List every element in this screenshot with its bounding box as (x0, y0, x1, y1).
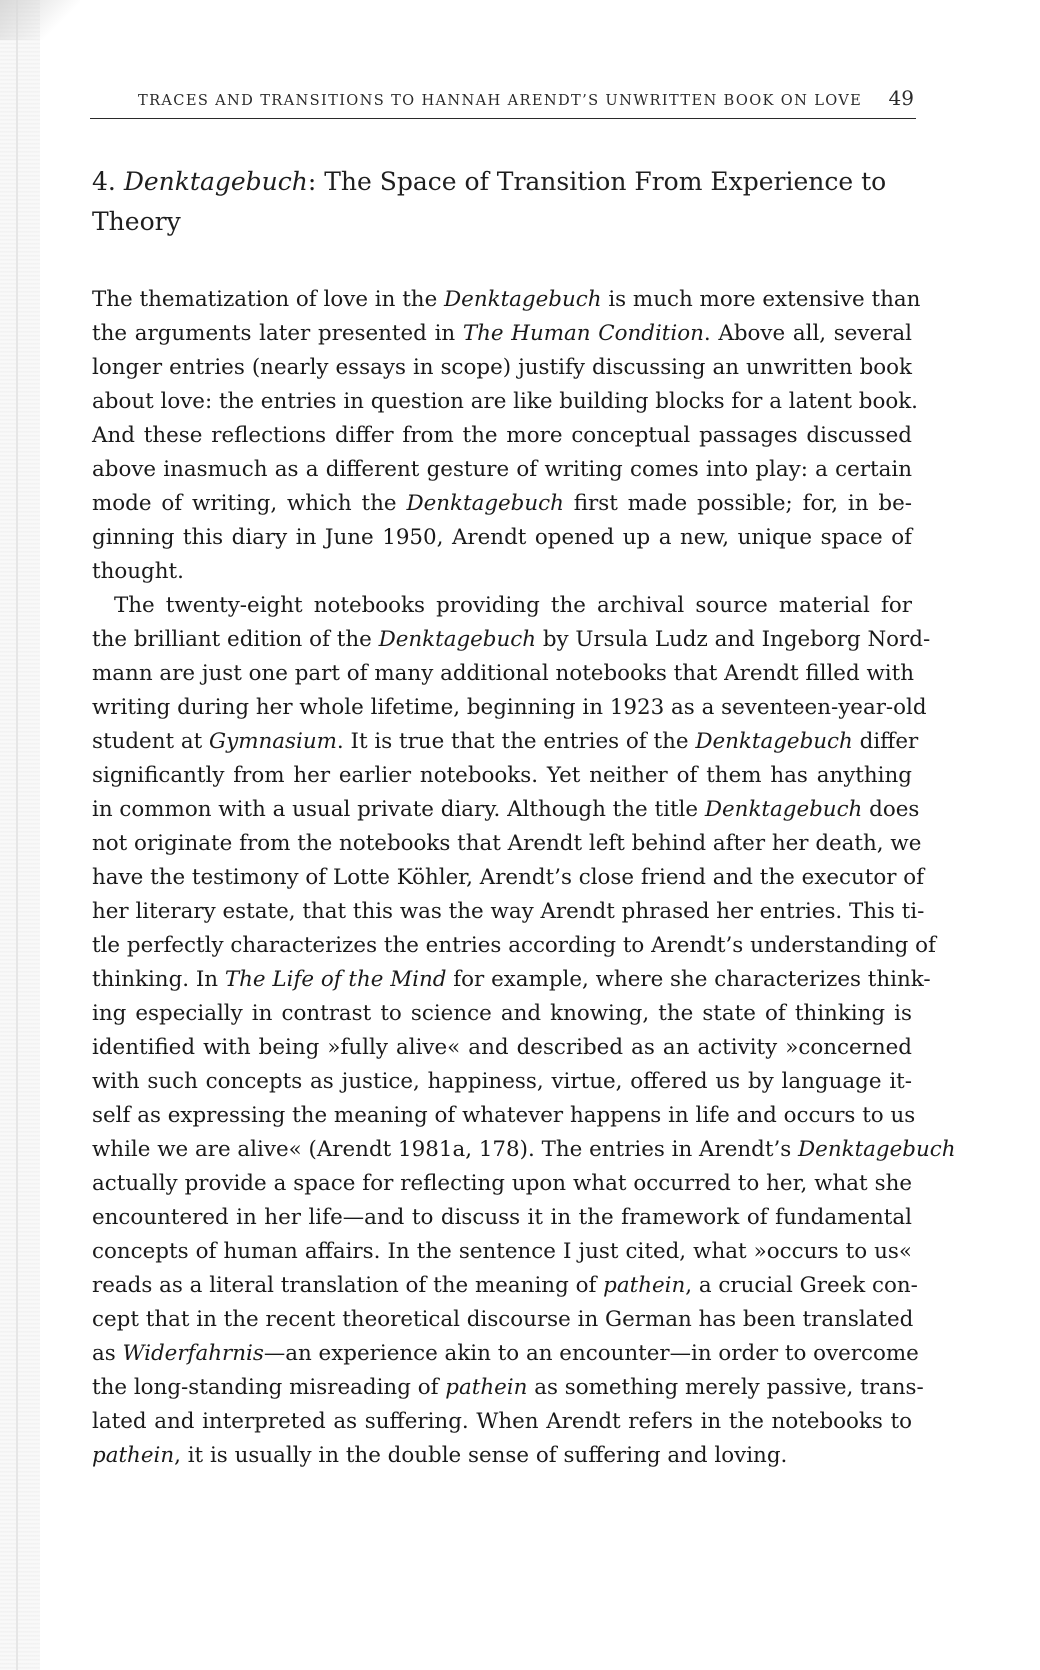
italic-text: Denktagebuch (444, 287, 602, 312)
text-line (92, 1133, 956, 1167)
text-line (92, 1235, 912, 1269)
text-line (92, 419, 912, 453)
text-segment: about love: the entries in question are like building blocks for a latent book. (92, 389, 918, 414)
page-number: 49 (888, 86, 914, 110)
text-segment: first made possible; for, in be- (563, 491, 912, 516)
italic-text: pathein (603, 1273, 686, 1298)
text-segment: mode of writing, which the (92, 491, 407, 516)
text-line (92, 997, 912, 1031)
text-segment: above inasmuch as a different gesture of writing comes into play: a certain (92, 457, 912, 482)
text-segment: does (862, 797, 920, 822)
italic-text: Denktagebuch (704, 797, 863, 822)
text-line (92, 1439, 912, 1473)
text-line (92, 453, 912, 487)
text-segment: , it is usually in the double sense of suffering and loving. (174, 1443, 788, 1468)
text-line (92, 1269, 918, 1303)
text-line (92, 657, 912, 691)
text-segment: The thematization of love in the (92, 287, 445, 312)
scan-corner-shadow (0, 0, 80, 40)
body-text (92, 283, 956, 1473)
text-segment: the long-standing misreading of (92, 1375, 446, 1400)
text-segment: in common with a usual private diary. Although the title (92, 797, 705, 822)
text-segment: longer entries (nearly essays in scope) justify discussing an unwritten book (92, 355, 912, 380)
text-line (92, 317, 912, 351)
text-segment: not originate from the notebooks that Arendt left behind after her death, we (92, 831, 922, 856)
text-line (92, 487, 912, 521)
text-segment: tle perfectly characterizes the entries according to Arendt’s understanding of (92, 933, 936, 958)
text-segment: student at (92, 729, 210, 754)
text-segment: differ (852, 729, 919, 754)
text-line (92, 725, 919, 759)
text-line (92, 1031, 912, 1065)
paragraph (92, 283, 921, 589)
text-line (92, 861, 925, 895)
text-segment: the arguments later presented in (92, 321, 463, 346)
text-line (92, 895, 925, 929)
italic-text: The Human Condition (462, 321, 704, 346)
running-header (90, 86, 916, 119)
text-segment: have the testimony of Lotte Köhler, Arendt’s close friend and the executor of (92, 865, 925, 890)
text-line (92, 691, 927, 725)
text-segment: by Ursula Ludz and Ingeborg Nord- (536, 627, 931, 652)
text-segment: ginning this diary in June 1950, Arendt opened up a new, unique space of (92, 525, 912, 550)
text-line (92, 793, 920, 827)
text-line (92, 1065, 912, 1099)
text-segment: thought. (92, 559, 184, 584)
italic-text: pathein (445, 1375, 528, 1400)
paragraph (92, 589, 956, 1473)
section-title-rest: : The Space of Transition From Experience to (307, 167, 887, 196)
section-heading-line-2: Theory (92, 207, 181, 236)
text-segment: the brilliant edition of the (92, 627, 379, 652)
section-heading (92, 162, 912, 242)
text-segment: thinking. In (92, 967, 225, 992)
text-segment: is much more extensive than (601, 287, 921, 312)
text-segment: writing during her whole lifetime, beginning in 1923 as a seventeen-year-old (92, 695, 927, 720)
text-segment: lated and interpreted as suffering. When Arendt refers in the notebooks to (92, 1409, 912, 1434)
text-line (92, 1167, 912, 1201)
italic-text: pathein (92, 1443, 175, 1468)
italic-text: Gymnasium (209, 729, 337, 754)
text-line (92, 759, 912, 793)
text-line (92, 1405, 912, 1439)
text-line (92, 623, 931, 657)
text-segment: as (92, 1341, 123, 1366)
text-segment: her literary estate, that this was the way Arendt phrased her entries. This ti- (92, 899, 925, 924)
text-segment: reads as a literal translation of the meaning of (92, 1273, 604, 1298)
text-segment: identified with being »fully alive« and described as an activity »concerned (92, 1035, 912, 1060)
text-segment: . Above all, several (703, 321, 912, 346)
text-segment: mann are just one part of many additional notebooks that Arendt filled with (92, 661, 914, 686)
text-line (92, 963, 931, 997)
text-line (92, 1099, 916, 1133)
text-segment: as something merely passive, trans- (527, 1375, 924, 1400)
italic-text: Denktagebuch (695, 729, 853, 754)
text-segment: significantly from her earlier notebooks. Yet neither of them has anything (92, 763, 912, 788)
text-segment: with such concepts as justice, happiness, virtue, offered us by language it- (92, 1069, 912, 1094)
text-segment: self as expressing the meaning of whatever happens in life and occurs to us (92, 1103, 916, 1128)
text-segment: , a crucial Greek con- (685, 1273, 918, 1298)
text-line (92, 351, 912, 385)
text-line (92, 1201, 912, 1235)
text-line (92, 283, 921, 317)
section-number: 4. (92, 167, 116, 196)
text-segment: . It is true that the entries of the (336, 729, 696, 754)
text-line (92, 555, 912, 589)
italic-text: Denktagebuch (406, 491, 564, 516)
text-segment: cept that in the recent theoretical discourse in German has been translated (92, 1307, 914, 1332)
running-title: TRACES AND TRANSITIONS TO HANNAH ARENDT’S UNWRITTEN BOOK ON LOVE (138, 92, 863, 109)
text-segment: for example, where she characterizes think- (446, 967, 931, 992)
text-segment: The twenty-eight notebooks providing the archival source material for (114, 593, 912, 618)
section-heading-line-1 (92, 162, 912, 202)
section-title-italic: Denktagebuch (123, 167, 308, 196)
italic-text: Widerfahrnis (122, 1341, 264, 1366)
italic-text: Denktagebuch (798, 1137, 956, 1162)
text-line (92, 929, 936, 963)
text-segment: while we are alive« (Arendt 1981a, 178). The entries in Arendt’s (92, 1137, 799, 1162)
scan-edge-shadow (0, 0, 40, 1670)
italic-text: Denktagebuch (378, 627, 537, 652)
text-segment: ing especially in contrast to science and knowing, the state of thinking is (92, 1001, 912, 1026)
text-segment: —an experience akin to an encounter—in order to overcome (263, 1341, 919, 1366)
text-line (92, 1303, 912, 1337)
text-segment: actually provide a space for reflecting upon what occurred to her, what she (92, 1171, 912, 1196)
text-line (92, 385, 918, 419)
italic-text: The Life of the Mind (224, 967, 447, 992)
text-segment: encountered in her life—and to discuss it in the framework of fundamental (92, 1205, 912, 1230)
text-segment: And these reflections differ from the more conceptual passages discussed (92, 423, 912, 448)
text-line (92, 1337, 919, 1371)
text-line (92, 1371, 924, 1405)
text-line (92, 827, 922, 861)
text-segment: concepts of human affairs. In the sentence I just cited, what »occurs to us« (92, 1239, 912, 1264)
text-line (92, 589, 912, 623)
text-line (92, 521, 912, 555)
